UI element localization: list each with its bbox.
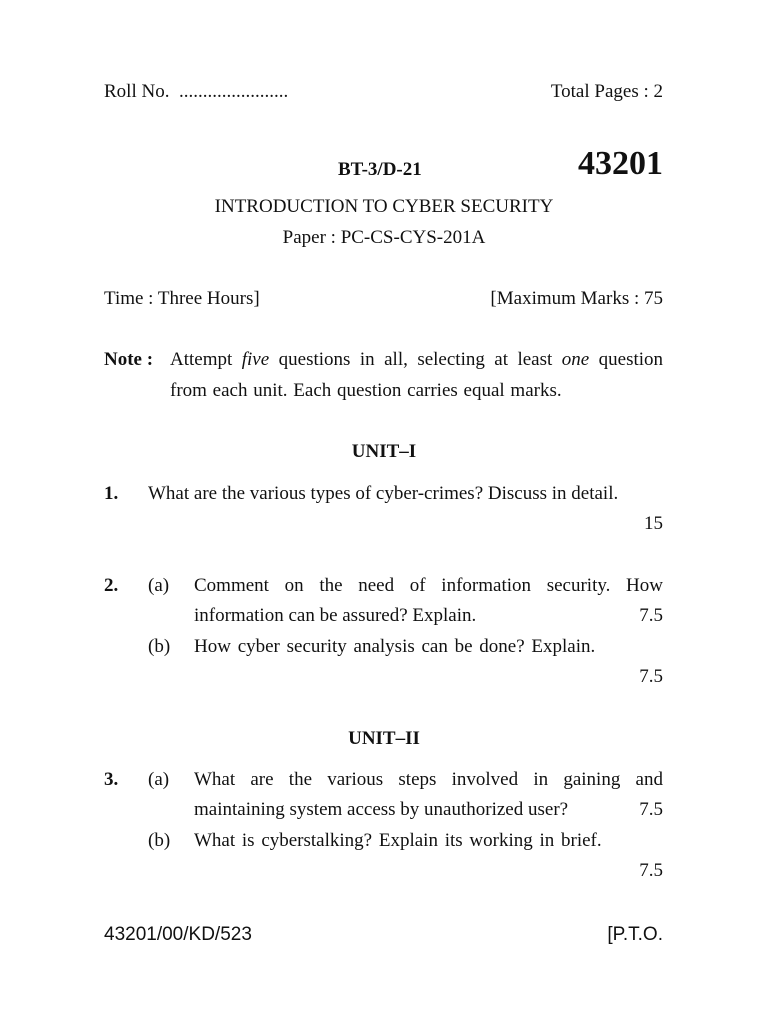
question-number: 1. bbox=[104, 483, 119, 504]
part-label: (a) bbox=[148, 769, 170, 790]
exam-number: 43201 bbox=[578, 145, 663, 182]
part-text: How cyber security analysis can be done? Explain. bbox=[194, 636, 596, 657]
exam-code: BT-3/D-21 bbox=[338, 159, 422, 180]
maximum-marks: [Maximum Marks : 75 bbox=[490, 288, 663, 309]
part-marks: 7.5 bbox=[639, 666, 663, 687]
question-number: 3. bbox=[104, 769, 119, 790]
question-number: 2. bbox=[104, 575, 119, 596]
exam-title: INTRODUCTION TO CYBER SECURITY bbox=[214, 196, 554, 217]
note-line-1: Attempt five questions in all, selecting at least one question bbox=[170, 349, 664, 370]
part-text: maintaining system access by unauthorized user? bbox=[194, 799, 569, 820]
note-line-2: from each unit. Each question carries equal marks. bbox=[170, 380, 562, 401]
part-text: Comment on the need of information security. How bbox=[194, 575, 663, 596]
paper-code: Paper : PC-CS-CYS-201A bbox=[282, 227, 486, 248]
part-text: What are the various steps involved in gaining and bbox=[194, 769, 663, 790]
part-marks: 7.5 bbox=[639, 605, 663, 626]
question-text: What are the various types of cyber-crimes? Discuss in detail. bbox=[148, 483, 619, 504]
note-label: Note : bbox=[104, 349, 154, 370]
part-text: information can be assured? Explain. bbox=[194, 605, 477, 626]
part-label: (b) bbox=[148, 830, 171, 851]
total-pages: Total Pages : 2 bbox=[550, 81, 663, 102]
roll-dots: ....................... bbox=[178, 81, 289, 102]
part-label: (a) bbox=[148, 575, 170, 596]
unit-heading: UNIT–II bbox=[348, 728, 420, 749]
part-text: What is cyberstalking? Explain its working in brief. bbox=[194, 830, 602, 851]
footer-pto: [P.T.O. bbox=[607, 924, 663, 945]
unit-heading: UNIT–I bbox=[351, 441, 417, 462]
roll-number bbox=[104, 80, 288, 104]
roll-label: Roll No. bbox=[104, 81, 170, 102]
time-allowed: Time : Three Hours] bbox=[104, 288, 260, 309]
question-marks: 15 bbox=[644, 513, 663, 534]
part-marks: 7.5 bbox=[639, 860, 663, 881]
part-label: (b) bbox=[148, 636, 171, 657]
footer-code: 43201/00/KD/523 bbox=[104, 924, 252, 945]
part-marks: 7.5 bbox=[639, 799, 663, 820]
